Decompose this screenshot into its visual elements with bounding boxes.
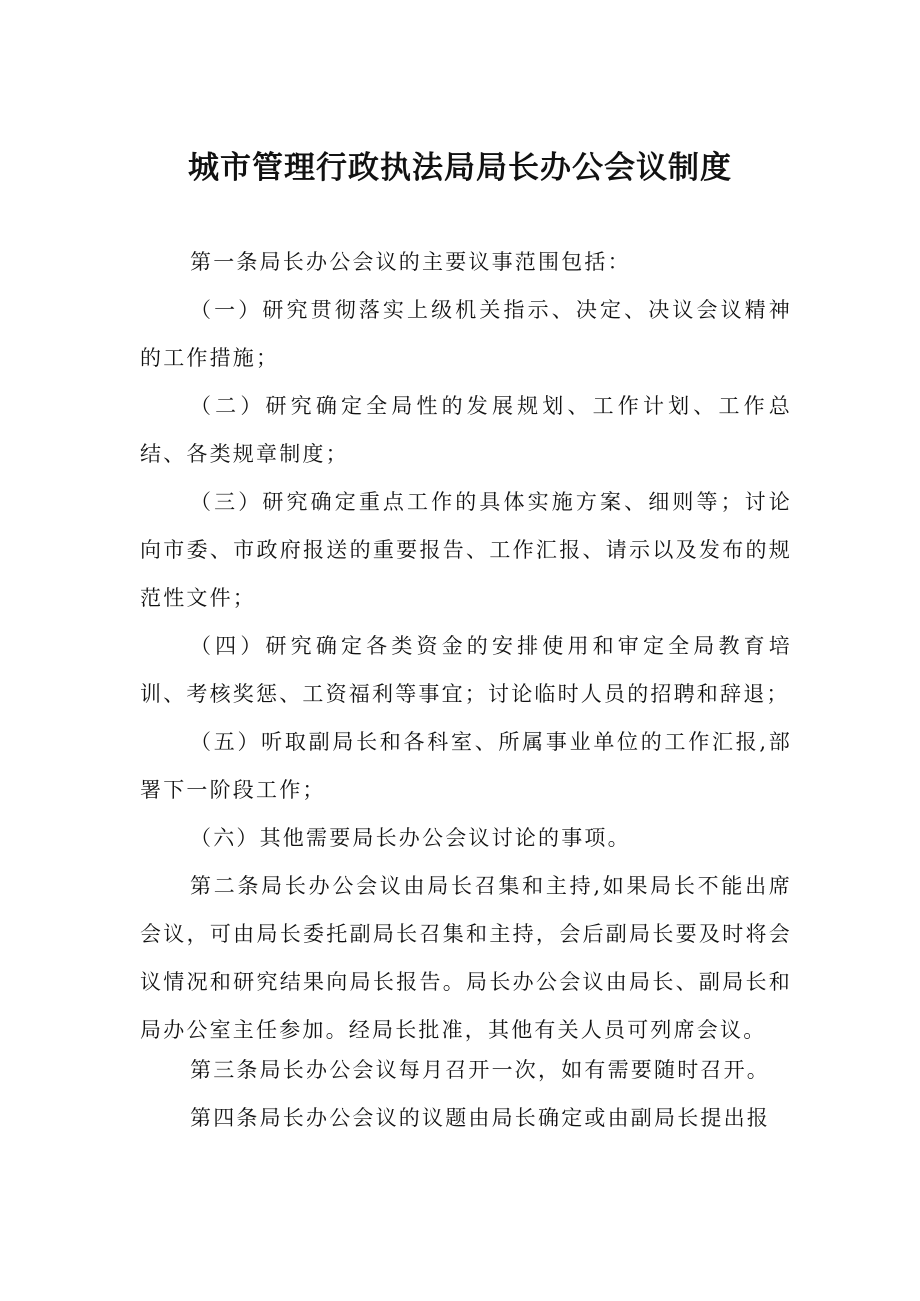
paragraph-item-6: （六）其他需要局长办公会议讨论的事项。 xyxy=(190,826,631,850)
paragraph-item-1: （一）研究贯彻落实上级机关指示、决定、决议会议精神的工作措施； xyxy=(140,298,792,370)
document-title: 城市管理行政执法局局长办公会议制度 xyxy=(188,150,732,186)
paragraph-item-3: （三）研究确定重点工作的具体实施方案、细则等；讨论向市委、市政府报送的重要报告、工作汇报、请示以及发布的规范性文件； xyxy=(140,490,792,610)
paragraph-article-4: 第四条局长办公会议的议题由局长确定或由副局长提出报 xyxy=(190,1106,770,1130)
paragraph-article-2: 第二条局长办公会议由局长召集和主持,如果局长不能出席会议，可由局长委托副局长召集和主持，会后副局长要及时将会议情况和研究结果向局长报告。局长办公会议由局长、副局长和局办公室主任参加。经局长批准，其他有关人员可列席会议。 xyxy=(140,874,792,1042)
paragraph-article-1: 第一条局长办公会议的主要议事范围包括： xyxy=(190,250,631,274)
paragraph-item-4: （四）研究确定各类资金的安排使用和审定全局教育培训、考核奖惩、工资福利等事宜；讨论临时人员的招聘和辞退； xyxy=(140,634,792,706)
paragraph-item-5: （五）听取副局长和各科室、所属事业单位的工作汇报,部署下一阶段工作； xyxy=(140,730,792,802)
paragraph-item-2: （二）研究确定全局性的发展规划、工作计划、工作总结、各类规章制度； xyxy=(140,394,792,466)
document-body xyxy=(140,238,792,1142)
paragraph-article-3: 第三条局长办公会议每月召开一次，如有需要随时召开。 xyxy=(190,1058,770,1082)
